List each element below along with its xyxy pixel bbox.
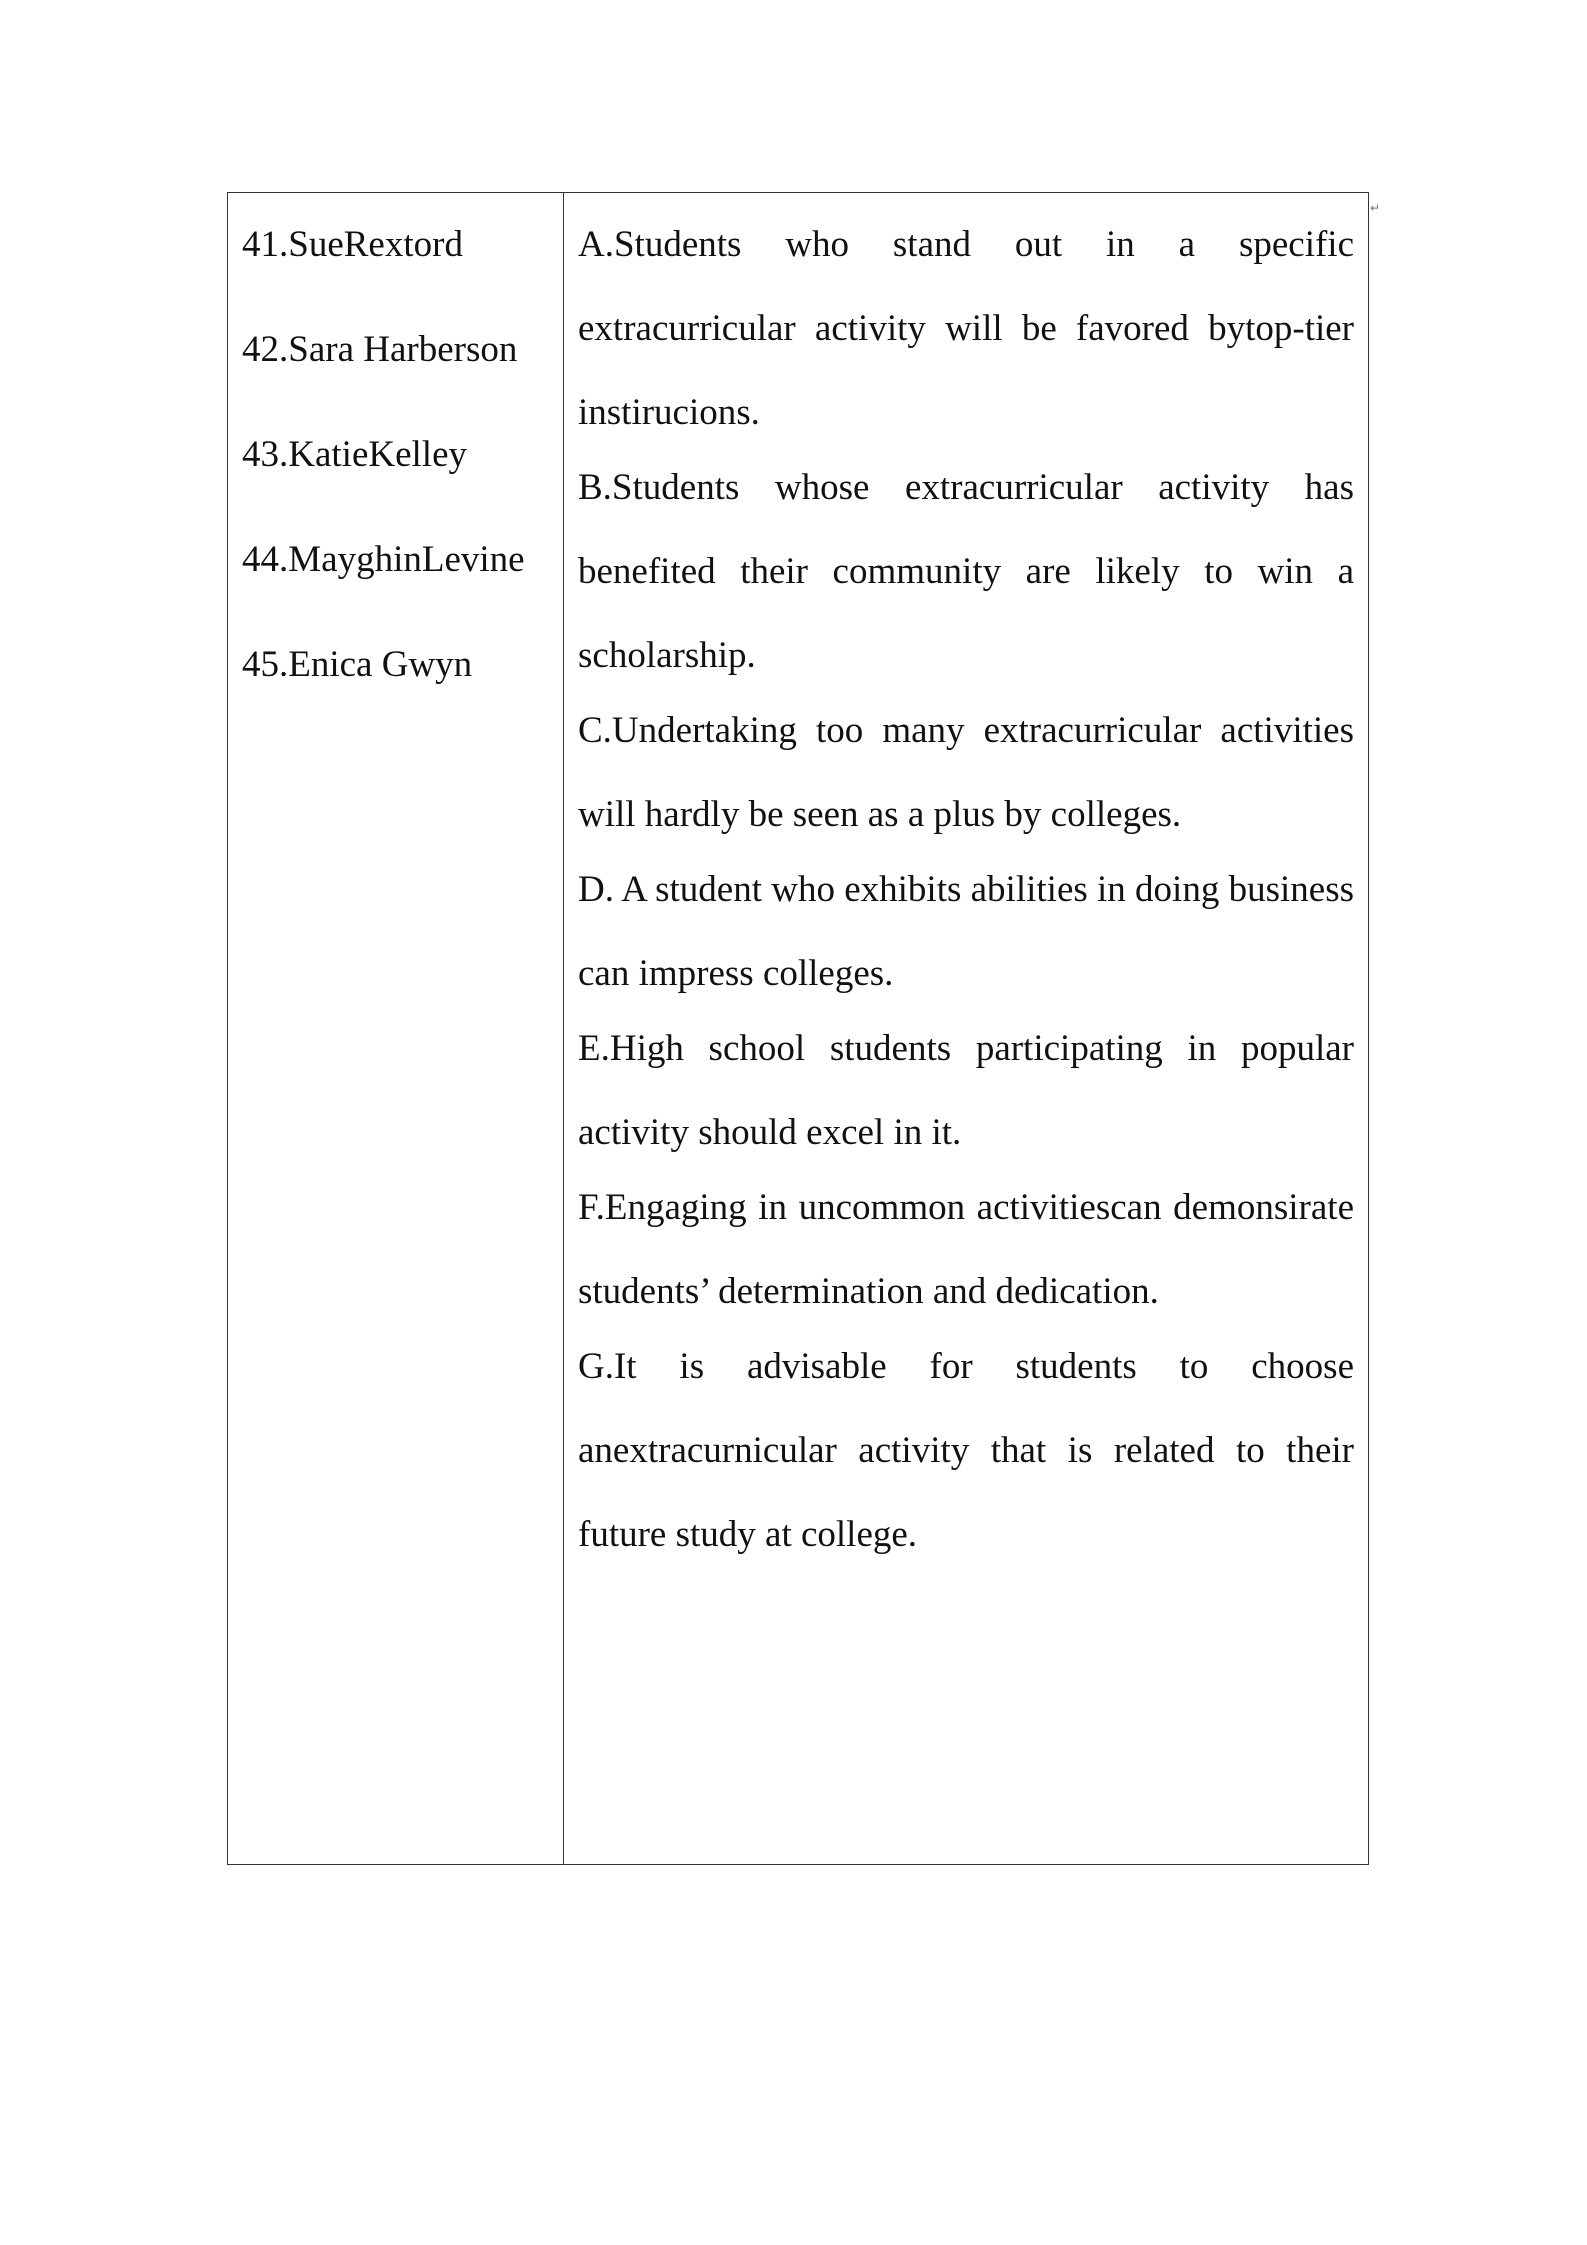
option-item: D. A student who exhibits abilities in doing business can impress colleges. [578, 869, 1354, 994]
name-item: 45.Enica Gwyn [242, 644, 473, 685]
option-item: C.Undertaking too many extracurricular activities will hardly be seen as a plus by colleges. [578, 710, 1354, 835]
name-item: 43.KatieKelley [242, 434, 467, 475]
names-column [228, 193, 564, 1864]
paragraph-mark: ↵ [1369, 201, 1380, 215]
option-item: A.Students who stand out in a specific extracurricular activity will be favored bytop-tier instirucions. [578, 224, 1354, 433]
option-item: F.Engaging in uncommon activitiescan demonsirate students’ determination and dedication. [578, 1187, 1354, 1312]
name-item: 44.MayghinLevine [242, 539, 525, 580]
name-item: 42.Sara Harberson [242, 329, 518, 370]
matching-table [227, 192, 1380, 1865]
option-item: G.It is advisable for students to choose anextracurnicular activity that is related to their future study at college. [578, 1346, 1354, 1555]
options-column [564, 193, 1380, 1864]
option-item: B.Students whose extracurricular activity has benefited their community are likely to win a scholarship. [578, 467, 1354, 676]
option-item: E.High school students participating in popular activity should excel in it. [578, 1028, 1354, 1153]
name-item: 41.SueRextord [242, 224, 463, 265]
